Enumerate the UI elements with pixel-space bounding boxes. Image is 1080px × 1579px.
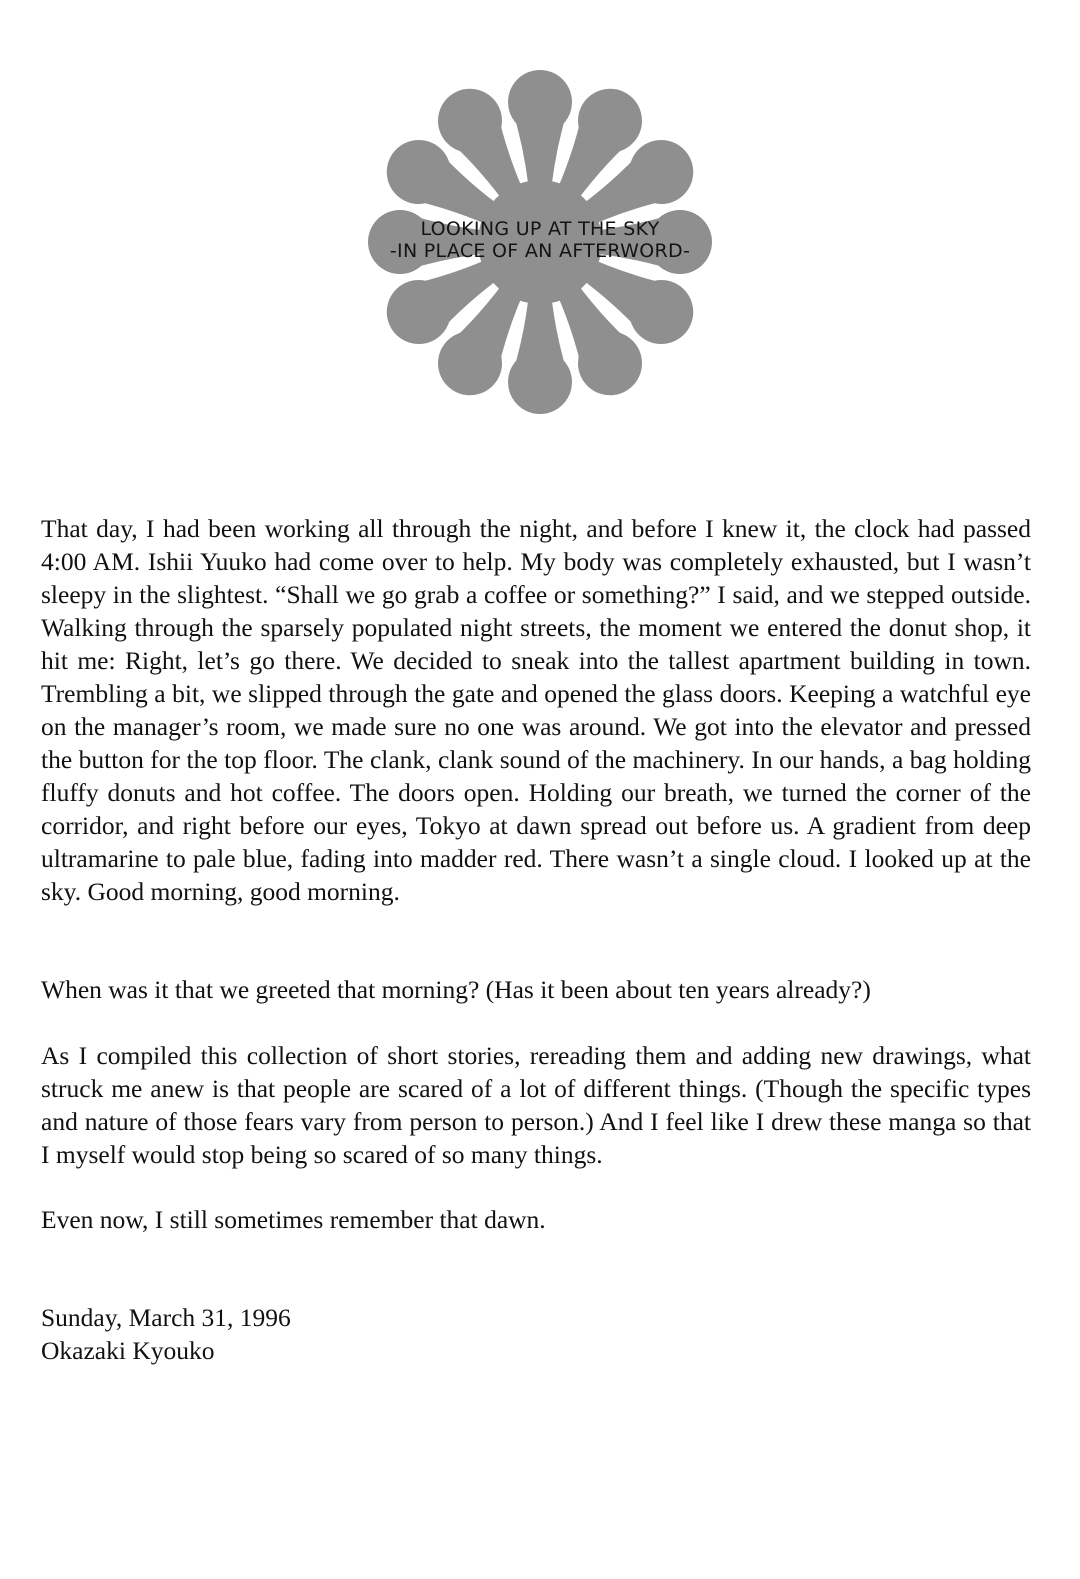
afterword-heading: [360, 218, 720, 262]
paragraph-dawn-story: That day, I had been working all through the night, and before I knew it, the clock had passed 4:00 AM. Ishii Yuuko had come over to help. My body was completely exhausted, but I wasn’t sleepy in the slightest. “Shall we go grab a coffee or something?” I said, and we stepped outside. Walking through the sparsely populated night streets, the moment we entered the donut shop, it hit me: Right, let’s go there. We decided to sneak into the tallest apartment building in town. Trembling a bit, we slipped through the gate and opened the glass doors. Keeping a watchful eye on the manager’s room, we made sure no one was around. We got into the elevator and pressed the button for the top floor. The clank, clank sound of the machinery. In our hands, a bag holding fluffy donuts and hot coffee. The doors open. Holding our breath, we turned the corner of the corridor, and right before our eyes, Tokyo at dawn spread out before us. A gradient from deep ultramarine to pale blue, fading into madder red. There wasn’t a single cloud. I looked up at the sky. Good morning, good morning.: [41, 514, 1031, 906]
paragraph-greeting-question: When was it that we greeted that morning? (Has it been about ten years already?): [41, 975, 871, 1004]
heading-line-2: -IN PLACE OF AN AFTERWORD-: [389, 240, 691, 262]
signature-author: Okazaki Kyouko: [41, 1336, 215, 1365]
heading-line-1: LOOKING UP AT THE SKY: [420, 218, 660, 240]
paragraph-remember-dawn: Even now, I still sometimes remember that dawn.: [41, 1205, 546, 1234]
signature-date: Sunday, March 31, 1996: [41, 1303, 291, 1332]
paragraph-collection-reflection: As I compiled this collection of short stories, rereading them and adding new drawings, what struck me anew is that people are scared of a lot of different things. (Though the specific types and nature of those fears vary from person to person.) And I feel like I drew these manga so that I myself would stop being so scared of so many things.: [41, 1041, 1031, 1169]
flower-emblem: [360, 62, 720, 422]
